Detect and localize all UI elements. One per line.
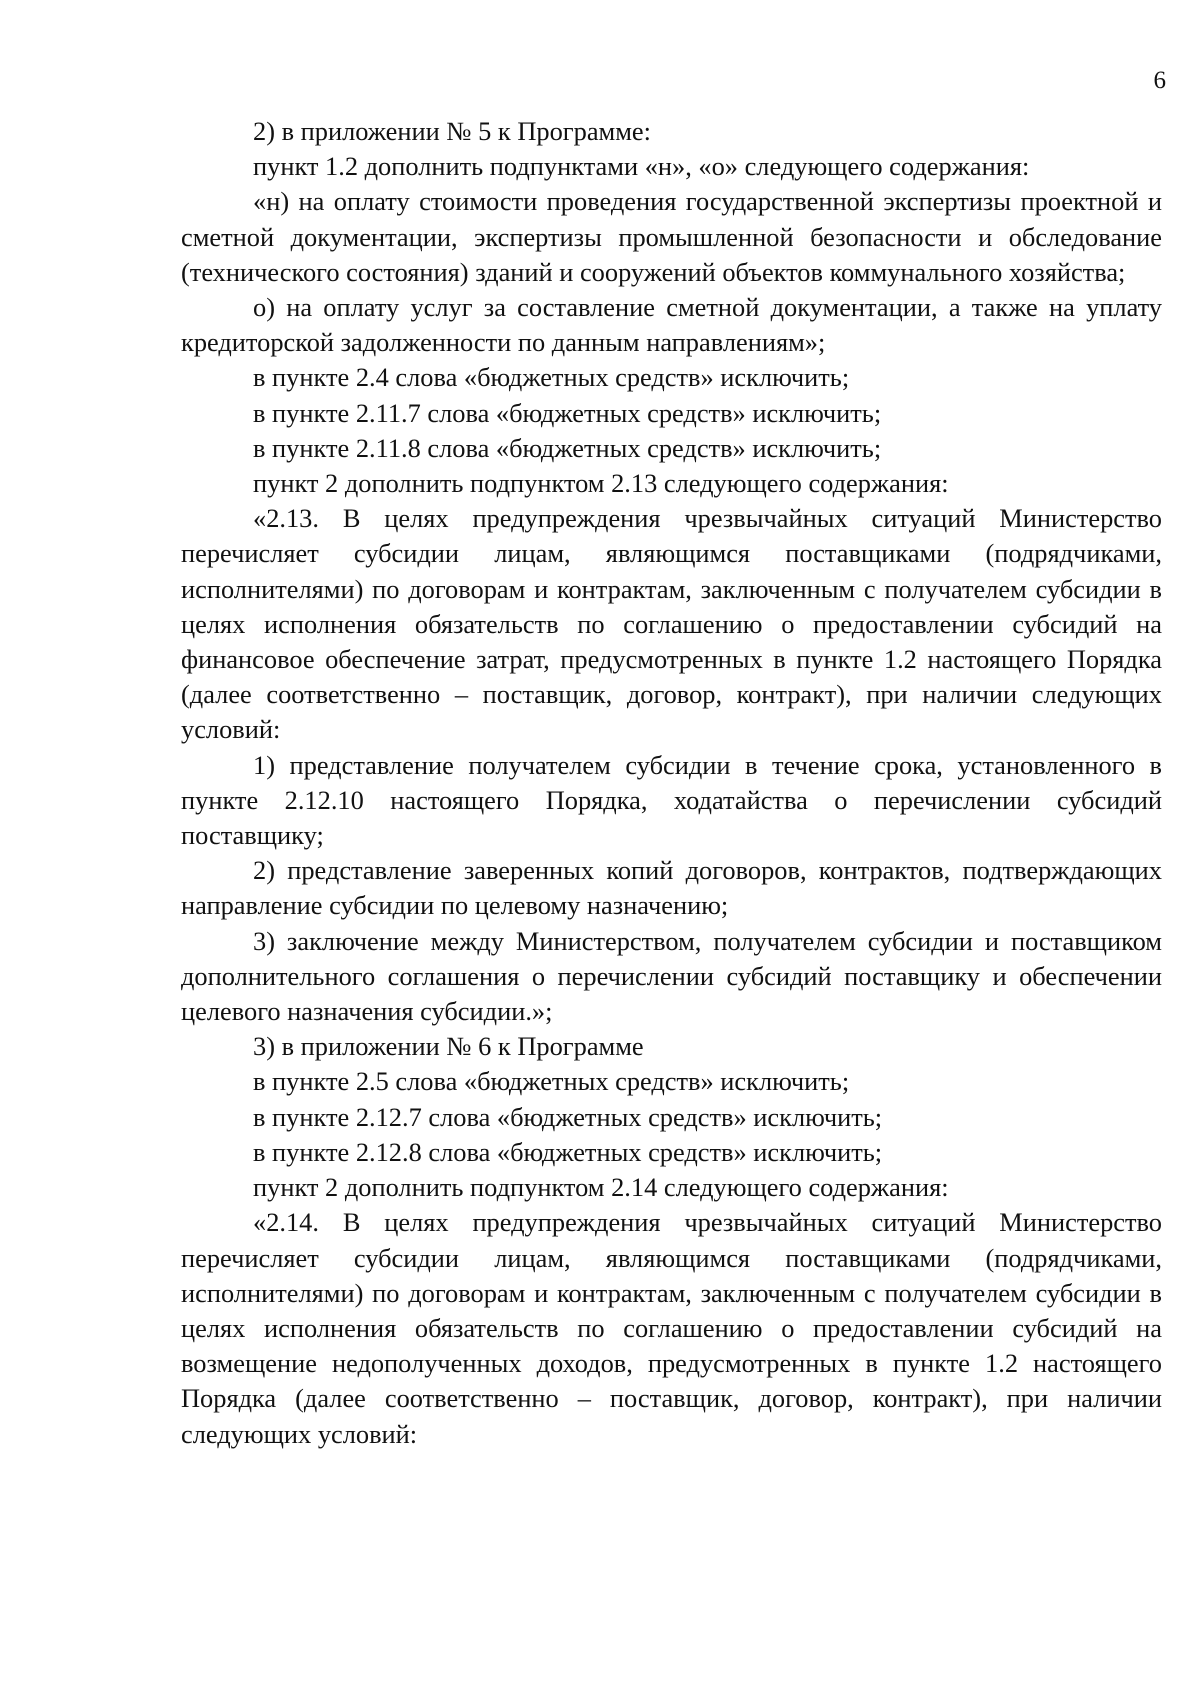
paragraph: 3) заключение между Министерством, получателем субсидии и поставщиком дополнительного соглашения о перечислении субсидий поставщику и обеспечении целевого назначения субсидии.»;: [181, 925, 1162, 1027]
paragraph: о) на оплату услуг за составление сметной документации, а также на уплату кредиторской задолженности по данным направлениям»;: [181, 292, 1162, 358]
paragraph: 2) представление заверенных копий договоров, контрактов, подтверждающих направление субсидии по целевому назначению;: [181, 855, 1162, 921]
paragraph: в пункте 2.11.8 слова «бюджетных средств» исключить;: [253, 432, 882, 463]
paragraph: 3) в приложении № 6 к Программе: [253, 1031, 644, 1062]
paragraph: пункт 2 дополнить подпунктом 2.13 следующего содержания:: [253, 468, 949, 499]
paragraph: в пункте 2.11.7 слова «бюджетных средств» исключить;: [253, 397, 882, 428]
paragraph: пункт 2 дополнить подпунктом 2.14 следующего содержания:: [253, 1172, 949, 1203]
paragraph: «2.14. В целях предупреждения чрезвычайных ситуаций Министерство перечисляет субсидии лицам, являющимся поставщиками (подрядчиками, исполнителями) по договорам и контрактам, заключенным с получателем субсидии в целях исполнения обязательств по соглашению о предоставлении субсидий на возмещение недополученных доходов, предусмотренных в пункте 1.2 настоящего Порядка (далее соответственно – поставщик, договор, контракт), при наличии следующих условий:: [181, 1207, 1162, 1449]
paragraph: «н) на оплату стоимости проведения государственной экспертизы проектной и сметной документации, экспертизы промышленной безопасности и обследование (технического состояния) зданий и сооружений объектов коммунального хозяйства;: [181, 186, 1162, 287]
paragraph: в пункте 2.4 слова «бюджетных средств» исключить;: [253, 362, 850, 393]
paragraph: 2) в приложении № 5 к Программе:: [253, 116, 651, 146]
paragraph: в пункте 2.12.7 слова «бюджетных средств» исключить;: [253, 1101, 883, 1132]
paragraph: «2.13. В целях предупреждения чрезвычайных ситуаций Министерство перечисляет субсидии лицам, являющимся поставщиками (подрядчиками, исполнителями) по договорам и контрактам, заключенным с получателем субсидии в целях исполнения обязательств по соглашению о предоставлении субсидий на финансовое обеспечение затрат, предусмотренных в пункте 1.2 настоящего Порядка (далее соответственно – поставщик, договор, контракт), при наличии следующих условий:: [181, 503, 1162, 745]
paragraph: в пункте 2.12.8 слова «бюджетных средств» исключить;: [253, 1136, 883, 1167]
page-number: 6: [1153, 67, 1166, 94]
paragraph: пункт 1.2 дополнить подпунктами «н», «о» следующего содержания:: [253, 151, 1030, 182]
paragraph: в пункте 2.5 слова «бюджетных средств» исключить;: [253, 1066, 850, 1097]
document-body: [181, 114, 1162, 1452]
paragraph: 1) представление получателем субсидии в течение срока, установленного в пункте 2.12.10 настоящего Порядка, ходатайства о перечислении субсидий поставщику;: [181, 749, 1162, 851]
